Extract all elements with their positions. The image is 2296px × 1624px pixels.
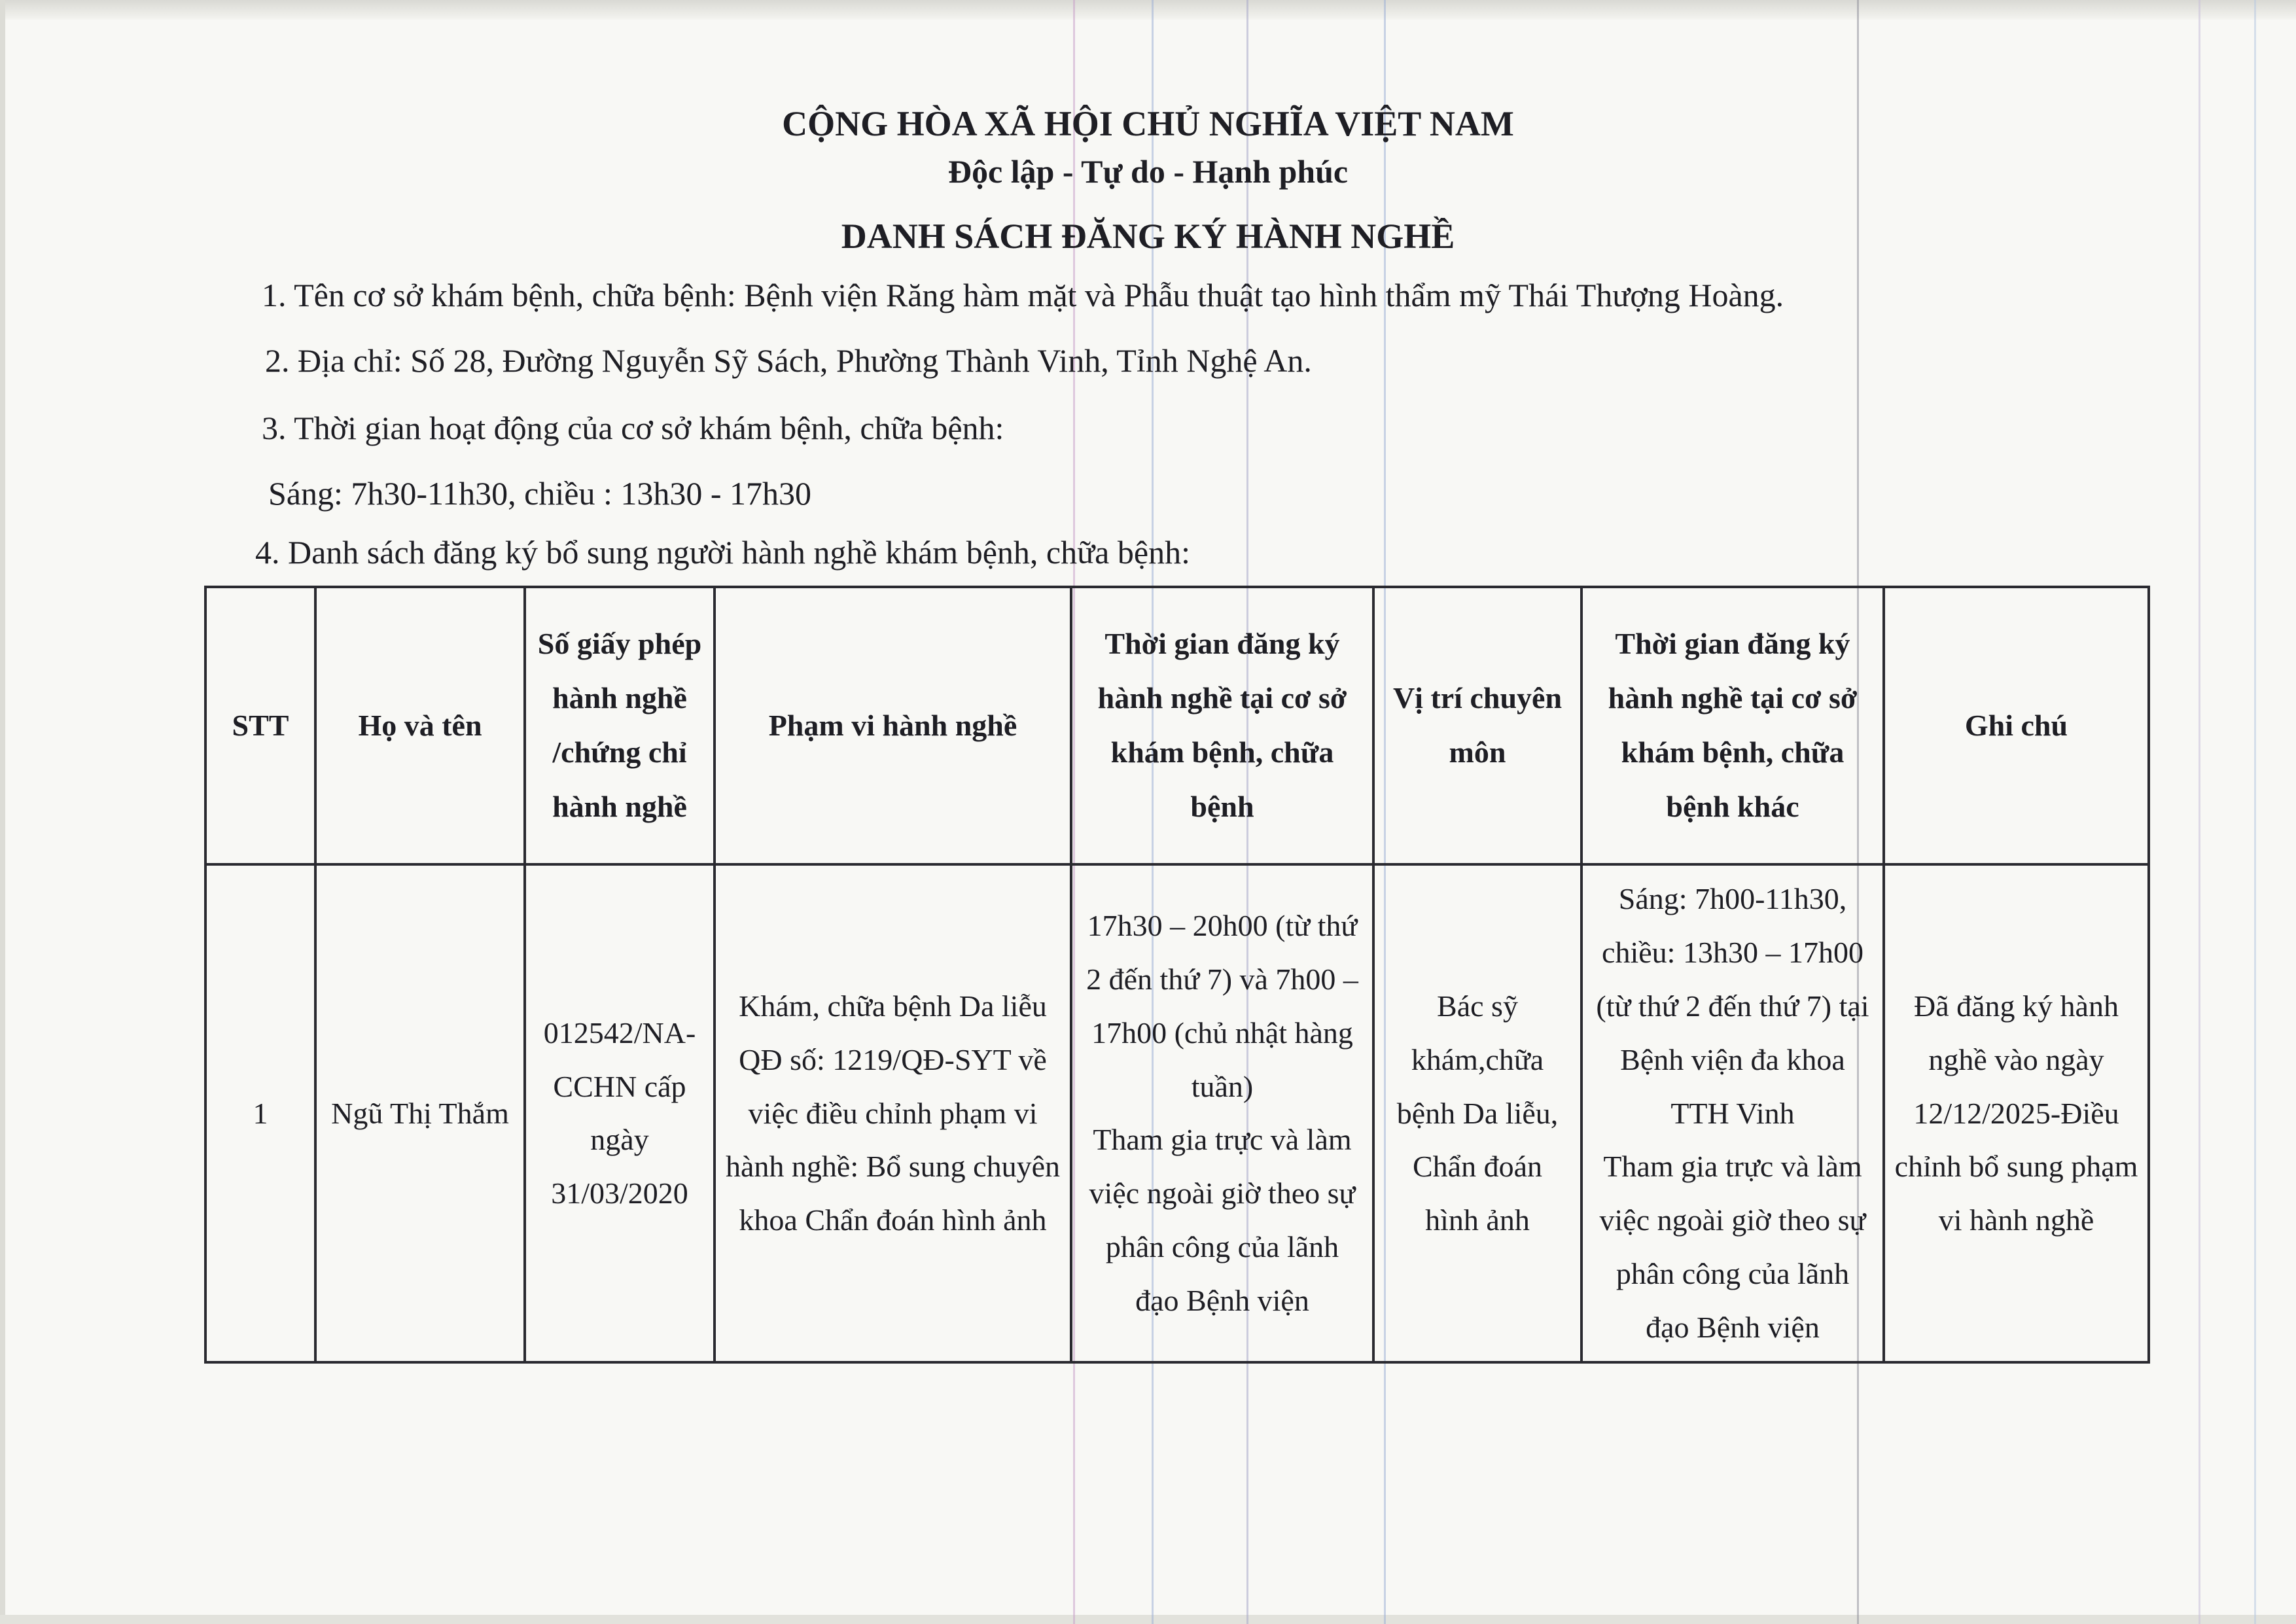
time-here-schedule: 17h30 – 20h00 (từ thứ 2 đến thứ 7) và 7h00 – 17h00 (chủ nhật hàng tuần) — [1086, 908, 1358, 1103]
header-position: Vị trí chuyên môn — [1373, 587, 1581, 864]
cell-name: Ngũ Thị Thắm — [315, 864, 525, 1362]
hours-heading: 3. Thời gian hoạt động của cơ sở khám bệnh, chữa bệnh: — [262, 410, 1004, 446]
country-heading: CỘNG HÒA XÃ HỘI CHỦ NGHĨA VIỆT NAM — [782, 104, 1514, 143]
header-note: Ghi chú — [1884, 587, 2149, 864]
cell-scope: Khám, chữa bệnh Da liễu QĐ số: 1219/QĐ-SYT về việc điều chỉnh phạm vi hành nghề: Bổ sung chuyên khoa Chẩn đoán hình ảnh — [715, 864, 1071, 1362]
cell-time-here — [1071, 864, 1373, 1362]
table-header-row — [205, 587, 2149, 864]
header-license: Số giấy phép hành nghề /chứng chỉ hành nghề — [525, 587, 715, 864]
cell-license: 012542/NA-CCHN cấp ngày 31/03/2020 — [525, 864, 715, 1362]
facility-name: 1. Tên cơ sở khám bệnh, chữa bệnh: Bệnh viện Răng hàm mặt và Phẫu thuật tạo hình thẩm mỹ Thái Thượng Hoàng. — [262, 277, 1784, 313]
facility-address: 2. Địa chỉ: Số 28, Đường Nguyễn Sỹ Sách, Phường Thành Vinh, Tỉnh Nghệ An. — [265, 342, 1312, 379]
time-here-duty: Tham gia trực và làm việc ngoài giờ theo sự phân công của lãnh đạo Bệnh viện — [1089, 1123, 1356, 1318]
motto: Độc lập - Tự do - Hạnh phúc — [947, 153, 1349, 190]
registration-table — [204, 586, 2150, 1364]
scan-edge-bottom — [0, 1615, 2296, 1624]
list-heading: 4. Danh sách đăng ký bổ sung người hành nghề khám bệnh, chữa bệnh: — [255, 534, 1190, 571]
document-title: DANH SÁCH ĐĂNG KÝ HÀNH NGHỀ — [841, 217, 1455, 256]
header-name: Họ và tên — [315, 587, 525, 864]
scan-edge-top — [0, 0, 2296, 20]
time-other-duty: Tham gia trực và làm việc ngoài giờ theo sự phân công của lãnh đạo Bệnh viện — [1599, 1150, 1866, 1344]
time-other-schedule: Sáng: 7h00-11h30, chiều: 13h30 – 17h00 (từ thứ 2 đến thứ 7) tại Bệnh viện đa khoa TTH Vinh — [1596, 882, 1869, 1130]
header-time-here: Thời gian đăng ký hành nghề tại cơ sở khám bệnh, chữa bệnh — [1071, 587, 1373, 864]
header-scope: Phạm vi hành nghề — [715, 587, 1071, 864]
operating-hours: Sáng: 7h30-11h30, chiều : 13h30 - 17h30 — [268, 475, 812, 512]
table-row — [205, 864, 2149, 1362]
header-time-other: Thời gian đăng ký hành nghề tại cơ sở khám bệnh, chữa bệnh khác — [1581, 587, 1884, 864]
cell-position: Bác sỹ khám,chữa bệnh Da liễu, Chẩn đoán hình ảnh — [1373, 864, 1581, 1362]
cell-stt: 1 — [205, 864, 315, 1362]
header-stt: STT — [205, 587, 315, 864]
cell-note: Đã đăng ký hành nghề vào ngày 12/12/2025-Điều chỉnh bổ sung phạm vi hành nghề — [1884, 864, 2149, 1362]
cell-time-other — [1581, 864, 1884, 1362]
